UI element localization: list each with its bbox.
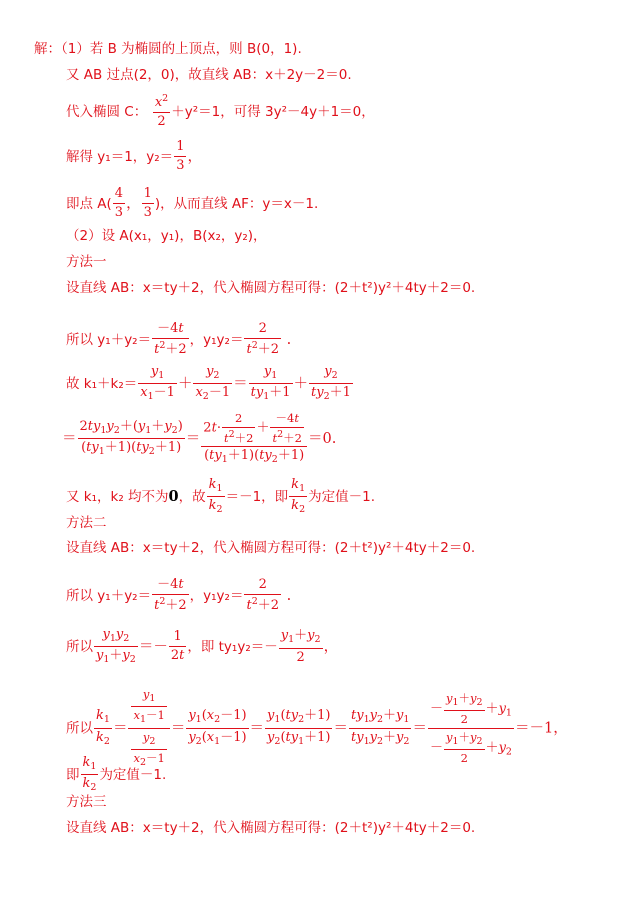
point-a-label: 即点 A(	[66, 195, 112, 212]
so-label: 即	[66, 766, 80, 783]
roots-line: 解得 y₁＝1，y₂＝ $\frac{1}{3}$ ，	[66, 139, 202, 174]
method-three-line-setup: 设直线 AB：x＝ty＋2，代入椭圆方程可得：(2＋t²)y²＋4ty＋2＝0.	[66, 820, 476, 836]
zero-value: 0	[168, 487, 179, 505]
fraction-one-third: $\frac{1}{3}$	[176, 139, 185, 174]
fraction-four-thirds: $\frac{4}{3}$	[114, 186, 124, 221]
method-one-line-setup: 设直线 AB：x＝ty＋2，代入椭圆方程可得：(2＋t²)y²＋4ty＋2＝0.	[66, 280, 476, 296]
fraction-x2-over-2: $\frac{x^2}{2}$	[154, 93, 169, 130]
roots-label: 解得 y₁＝1，y₂＝	[66, 148, 174, 165]
k-ratio-conclusion: 又 k₁，k₂ 均不为0，故 $\frac{k_1}{k_2}$ ＝－1，即 $\frac{k_1}{k_2}$ 为定值－1.	[66, 477, 375, 516]
fraction-product: $\frac{2}{t^2+2}$	[246, 321, 280, 358]
ty1y2-relation: 所以 $\frac{y_1y_2}{y_1+y_2}$ ＝－ $\frac{1}{2t}$ ，即 ty₁y₂＝－ $\frac{y_1+y_2}{2}$ ，	[66, 627, 339, 666]
thus-label-2: 所以	[66, 720, 93, 737]
fraction-one-third-b: $\frac{1}{3}$	[143, 186, 152, 221]
therefore-label: ，故	[178, 488, 206, 505]
k-sum-label: 故 k₁＋k₂＝	[66, 375, 138, 392]
line-ab-equation: 又 AB 过点(2，0)，故直线 AB：x＋2y－2＝0.	[66, 67, 352, 83]
method-one-heading: 方法一	[66, 254, 107, 270]
constant-value-statement: 为定值－1.	[308, 488, 375, 505]
method-one-vieta: 所以 y₁＋y₂＝ $\frac{-4t}{t^2+2}$ ，y₁y₂＝ $\frac{2}{t^2+2}$ .	[66, 321, 292, 358]
method-two-vieta: 所以 y₁＋y₂＝ $\frac{-4t}{t^2+2}$ ，y₁y₂＝ $\frac{2}{t^2+2}$ .	[66, 577, 292, 614]
thus-label: 所以	[66, 638, 93, 655]
nonzero-statement: 又 k₁，k₂ 均不为	[66, 488, 169, 505]
sum-label-2: 所以 y₁＋y₂＝	[66, 587, 152, 604]
solution-label: 解：	[34, 41, 61, 57]
sum-label: 所以 y₁＋y₂＝	[66, 331, 152, 348]
method-two-conclusion: 即 $\frac{k_1}{k_2}$ 为定值－1.	[66, 755, 167, 794]
ellipse-substitution	[66, 94, 375, 130]
part1-statement: （1）若 B 为椭圆的上顶点，则 B(0，1).	[61, 41, 302, 57]
point-a-line	[66, 187, 318, 221]
method-two-line-setup: 设直线 AB：x＝ty＋2，代入椭圆方程可得：(2＋t²)y²＋4ty＋2＝0.	[66, 540, 476, 556]
method-two-heading: 方法二	[66, 515, 107, 531]
equals-minus: ＝－	[138, 638, 168, 655]
product-label: ，y₁y₂＝	[189, 331, 244, 348]
line-af-equation: )，从而直线 AF：y＝x－1.	[154, 195, 319, 212]
k-sum-expression: 故 k₁＋k₂＝ $\frac{y_1}{x_1-1}$ ＋ $\frac{y_2}{x_2-1}$ ＝ $\frac{y_1}{ty_1+1}$ ＋ $\frac{y_2}{ty_2+1}$	[66, 364, 351, 403]
ty1y2-label: ，即 ty₁y₂＝－	[187, 638, 278, 655]
quadratic-result: ＋y²＝1，可得 3y²－4y＋1＝0，	[171, 103, 375, 120]
method-three-heading: 方法三	[66, 794, 107, 810]
fraction-sum: $\frac{-4t}{t^2+2}$	[154, 321, 187, 358]
substitute-label: 代入椭圆 C：	[66, 103, 148, 120]
k-sum-simplified: ＝ $\frac{2ty_1y_2+(y_1+y_2)}{(ty_1+1)(ty_2+1)}$ ＝ 2t· $\frac{2}{t^2+2}$ ＋ $\frac{-4t}{t^2+2}$ $(ty_1+1)(ty_2+1)$ ＝0.	[62, 411, 337, 466]
product-label-2: ，y₁y₂＝	[189, 587, 244, 604]
comma: ，	[126, 195, 141, 212]
ratio-result: ＝－1，即	[225, 488, 289, 505]
constant-value-statement-2: 为定值－1.	[99, 766, 167, 783]
k-ratio-chain: 所以 $\frac{k_1}{k_2}$ ＝ $\frac{\frac{y_1}{x_1-1}}{\frac{y_2}{x_2-1}}$ ＝ $\frac{y_1(x_2-1)}{y_2(x_1-1)}$ ＝ $\frac{y_1(ty_2+1)}{y_2(ty_1+1)}$ ＝ $\frac{ty_1y_2+y_1}{ty_1y_2+y_2}$ ＝ － $\frac{y_1+y_2}{2}$ $+y_1$ － $\frac{y_1+y_2}{2}$ $+y_2$ ＝－1，	[66, 687, 568, 769]
part2-setup: （2）设 A(x₁，y₁)，B(x₂，y₂)，	[66, 228, 267, 244]
solution-intro	[34, 42, 302, 57]
